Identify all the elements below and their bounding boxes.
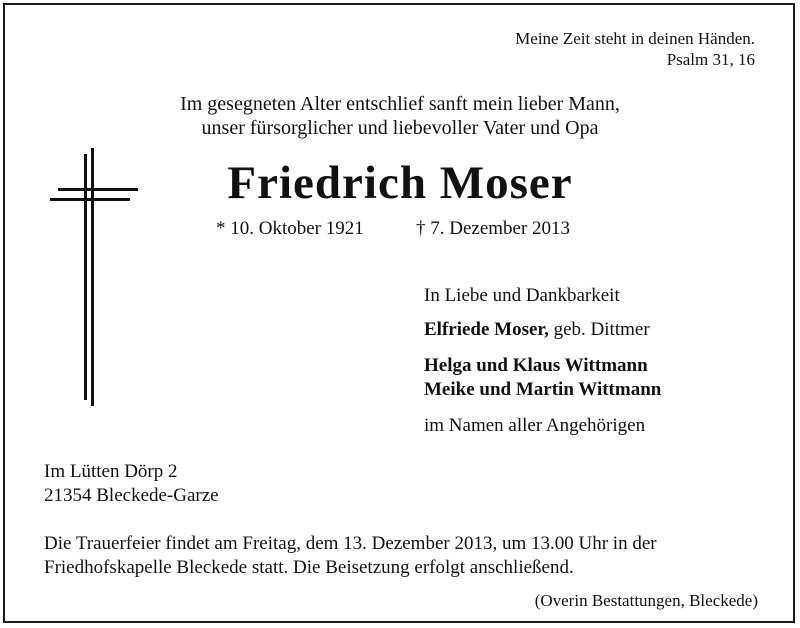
children-line-2: Meike und Martin Wittmann — [424, 379, 662, 400]
funeral-info — [44, 532, 657, 580]
widow-line — [424, 318, 650, 342]
intro-line-1: Im gesegneten Alter entschlief sanft mein lieber Mann, — [180, 93, 620, 115]
intro-line-2: unser fürsorglicher und liebevoller Vater und Opa — [201, 117, 599, 139]
intro-text — [0, 92, 800, 140]
family-intro: In Liebe und Dankbarkeit — [424, 285, 620, 306]
family-closing: im Namen aller Angehörigen — [424, 415, 646, 436]
funeral-line-1: Die Trauerfeier findet am Freitag, dem 13. Dezember 2013, um 13.00 Uhr in der — [44, 533, 657, 554]
widow-name: Elfriede Moser, — [424, 319, 549, 340]
verse-text: Meine Zeit steht in deinen Händen. — [515, 29, 755, 48]
children-line-1: Helga und Klaus Wittmann — [424, 355, 648, 376]
address-city: 21354 Bleckede-Garze — [44, 485, 219, 506]
address-block — [44, 460, 219, 508]
death-date: † 7. Dezember 2013 — [416, 218, 571, 239]
widow-maiden-name: geb. Dittmer — [548, 319, 650, 340]
undertaker-credit: (Overin Bestattungen, Bleckede) — [534, 591, 758, 610]
deceased-name: Friedrich Moser — [227, 157, 573, 209]
birth-date: * 10. Oktober 1921 — [216, 218, 364, 239]
bible-verse — [515, 28, 755, 70]
verse-reference: Psalm 31, 16 — [666, 50, 755, 69]
address-street: Im Lütten Dörp 2 — [44, 461, 178, 482]
funeral-line-2: Friedhofskapelle Bleckede statt. Die Beisetzung erfolgt anschließend. — [44, 557, 574, 578]
